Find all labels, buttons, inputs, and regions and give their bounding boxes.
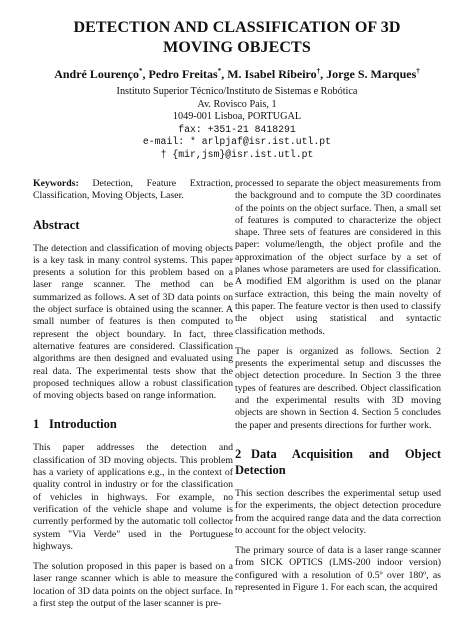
section-1-heading [33,416,233,432]
section-1-paragraph-2: The solution proposed in this paper is based on a laser range scanner which is able to measure the location of 3D data points on the object surface. In a first step the output of the laser scanner is pre- [33,561,233,610]
right-paragraph-1: processed to separate the object measurements from the background and to compute the 3D coordinates of the points on the object surface. Then, a small set of features is computed to characterize the object shape. Three sets of features are considered in this paper: volume/length, the object profile and the approximation of the object surface by a set of planes whose parameters are used for classification. A modified EM algorithm is used on the planar surface extraction, this being the main novelty of this paper. The feature vector is then used to classify the object using statistical and syntactic classification methods. [235,178,441,337]
affiliation-fax: fax: +351-21 8418291 [178,123,296,135]
keywords-paragraph [33,178,233,203]
author-name: André Lourenço [54,67,139,81]
affiliation-city: 1049-001 Lisboa, PORTUGAL [172,111,302,123]
author-list: André Lourenço*, Pedro Freitas*, M. Isabel Ribeiro†, Jorge S. Marques† [54,67,420,81]
right-paragraph-2: The paper is organized as follows. Section 2 presents the experimental setup and discusses the object detection procedure. In Section 3 the three types of features are described. Object classification and the experimental results with 3D moving objects are shown in Section 4. Section 5 concludes the paper and presents directions for further work. [235,345,441,431]
section-1-title: Introduction [49,417,117,432]
title-line-2: MOVING OBJECTS [163,39,311,56]
abstract-heading: Abstract [33,217,80,232]
section-2-heading [235,446,441,478]
author-name: Pedro Freitas [148,67,218,81]
author-mark: † [416,67,420,75]
author-mark: † [316,67,321,75]
keywords-label: Keywords: [33,178,79,189]
affiliation-email-1: e-mail: * arlpjaf@isr.ist.utl.pt [142,136,332,148]
left-column [33,178,233,618]
section-2-title: Data Acquisition and Object Detection [235,446,441,477]
section-2-paragraph-2: The primary source of data is a laser range scanner from SICK OPTICS (LMS-200 indoor version) configured with a resolution of 0.5º over 180º, as represented in Figure 1. For each scan, the acquired [235,545,441,594]
author-name: Jorge S. Marques [326,67,417,81]
section-2-paragraph-1: This section describes the experimental setup used for the experiments, the object detection procedure from the acquired range data and the data correction to account for the object velocity. [235,487,441,536]
affiliation-block [40,86,434,162]
author-name: M. Isabel Ribeiro [227,67,317,81]
section-2-number: 2 [235,446,242,461]
affiliation-email-2: † {mir,jsm}@isr.ist.utl.pt [160,148,314,160]
author-mark: * [217,67,222,75]
author-mark: * [139,67,143,75]
abstract-text: The detection and classification of moving objects is a key task in many control systems. This paper presents a solution for this problem based on a laser range scanner. The method can be summarized as follows. A set of 3D data points on the object surface is obtained using the scanner. A small number of features is then computed to represent the object boundary. In fact, three alternative features are considered. Classification algorithms are then designed and evaluated using real data. The experimental tests show that the proposed techniques allow a robust classification of moving objects based on range information. [33,242,233,402]
section-1-paragraph-1: This paper addresses the detection and classification of 3D moving objects. This problem has a variety of applications e.g., in the context of quality control in industry or for the classification of vehicles in highways. For example, no verification of the vehicle shape and volume is currently performed by the automatic toll collector system "Via Verde" used in the Portuguese highways. [33,442,233,552]
right-column [235,178,441,602]
section-1-number: 1 [33,417,40,432]
keywords-text: Detection, Feature Extraction, Classification, Moving Objects, Laser. [33,178,234,202]
affiliation-street: Av. Rovisco Pais, 1 [197,98,277,110]
title-line-1: DETECTION AND CLASSIFICATION OF 3D [73,19,401,36]
affiliation-institute: Instituto Superior Técnico/Instituto de Sistemas e Robótica [116,86,358,97]
paper-title [40,18,434,58]
